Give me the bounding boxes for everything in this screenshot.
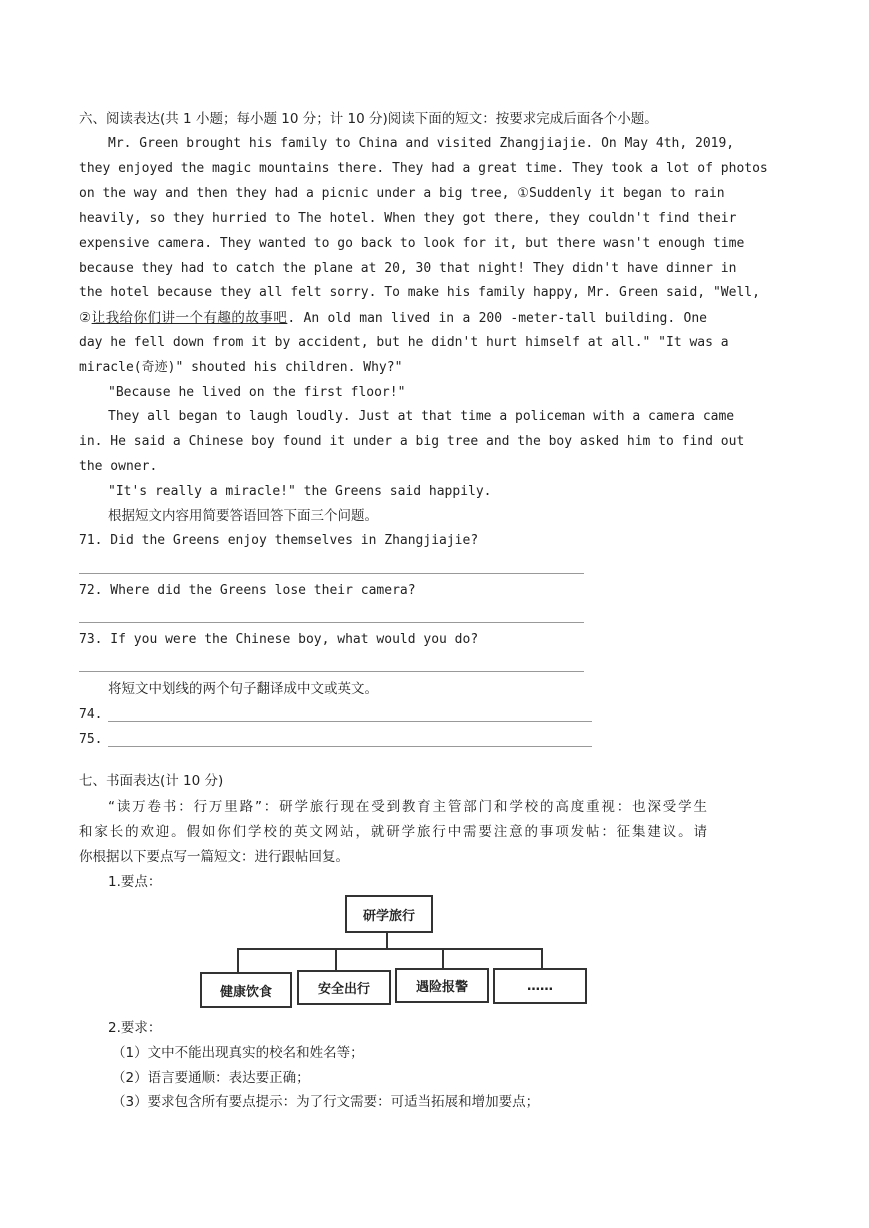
passage-line-1: Mr. Green brought his family to China and visited Zhangjiajie. On May 4th, 2019, — [108, 136, 735, 151]
instruction-translate: 将短文中划线的两个句子翻译成中文或英文。 — [108, 681, 378, 697]
passage-paragraph-2: "Because he lived on the first floor!" — [108, 385, 406, 400]
section7-intro-line-1: “读万卷书：行万里路”：研学旅行现在受到教育主管部门和学校的高度重视：也深受学生 — [108, 799, 707, 815]
question-71: 71. Did the Greens enjoy themselves in Zhangjiajie? — [79, 533, 479, 548]
passage-line-8-rest: . An old man lived in a 200 -meter-tall building. One — [287, 311, 707, 326]
answer-line-72[interactable] — [79, 622, 584, 623]
sentence-mark-2: ② — [79, 310, 92, 326]
passage-line-2: they enjoyed the magic mountains there. They had a great time. They took a lot of photos — [79, 161, 768, 176]
diagram-connector-4 — [541, 948, 543, 968]
passage-p3-line-1: They all began to laugh loudly. Just at that time a policeman with a camera came — [108, 409, 735, 424]
diagram-connector-3 — [442, 948, 444, 968]
diagram-connector-horizontal — [237, 948, 543, 950]
instruction-answer-questions: 根据短文内容用简要答语回答下面三个问题。 — [108, 508, 378, 524]
diagram-node-more: …… — [493, 968, 587, 1004]
question-74-number: 74. — [79, 707, 103, 722]
question-73: 73. If you were the Chinese boy, what would you do? — [79, 632, 479, 647]
section7-heading: 七、书面表达(计 10 分) — [79, 773, 224, 789]
diagram-root-box: 研学旅行 — [345, 895, 433, 933]
diagram-node-healthy-diet: 健康饮食 — [200, 972, 292, 1008]
section7-intro-line-3: 你根据以下要点写一篇短文：进行跟帖回复。 — [79, 849, 349, 865]
passage-p3-line-2: in. He said a Chinese boy found it under a big tree and the boy asked him to find out — [79, 434, 745, 449]
requirement-2: （2）语言要通顺：表达要正确； — [112, 1070, 310, 1086]
diagram-connector-1 — [237, 948, 239, 972]
points-label: 1.要点： — [108, 874, 162, 890]
study-tour-diagram — [195, 893, 590, 1011]
diagram-connector-vertical — [386, 931, 388, 949]
section7-intro-line-2: 和家长的欢迎。假如你们学校的英文网站，就研学旅行中需要注意的事项发帖：征集建议。请 — [79, 824, 707, 840]
diagram-node-safe-travel: 安全出行 — [297, 970, 391, 1005]
requirement-3: （3）要求包含所有要点提示：为了行文需要：可适当拓展和增加要点； — [112, 1094, 540, 1110]
answer-line-75[interactable] — [108, 746, 592, 747]
passage-paragraph-4: "It's really a miracle!" the Greens said happily. — [108, 484, 492, 499]
answer-line-74[interactable] — [108, 721, 592, 722]
requirement-1: （1）文中不能出现真实的校名和姓名等； — [112, 1045, 364, 1061]
underlined-sentence-2: 让我给你们讲一个有趣的故事吧 — [91, 310, 288, 326]
passage-p3-line-3: the owner. — [79, 459, 158, 474]
passage-line-7: the hotel because they all felt sorry. To make his family happy, Mr. Green said, "Well, — [79, 285, 760, 300]
passage-line-5: expensive camera. They wanted to go back to look for it, but there wasn't enough time — [79, 236, 745, 251]
diagram-connector-2 — [335, 948, 337, 970]
passage-line-4: heavily, so they hurried to The hotel. When they got there, they couldn't find their — [79, 211, 737, 226]
question-72: 72. Where did the Greens lose their camera? — [79, 583, 416, 598]
passage-line-6: because they had to catch the plane at 20, 30 that night! They didn't have dinner in — [79, 261, 737, 276]
section6-heading: 六、阅读表达(共 1 小题；每小题 10 分；计 10 分)阅读下面的短文：按要求完成后面各个小题。 — [79, 111, 658, 127]
passage-line-3: on the way and then they had a picnic under a big tree, ①Suddenly it began to rain — [79, 186, 725, 201]
answer-line-73[interactable] — [79, 671, 584, 672]
question-75-number: 75. — [79, 732, 103, 747]
passage-line-10: miracle(奇迹)" shouted his children. Why?" — [79, 360, 403, 375]
requirements-label: 2.要求： — [108, 1020, 162, 1036]
diagram-node-emergency-alarm: 遇险报警 — [395, 968, 489, 1003]
passage-line-9: day he fell down from it by accident, but he didn't hurt himself at all." "It was a — [79, 335, 729, 350]
answer-line-71[interactable] — [79, 573, 584, 574]
passage-line-8 — [79, 308, 707, 329]
